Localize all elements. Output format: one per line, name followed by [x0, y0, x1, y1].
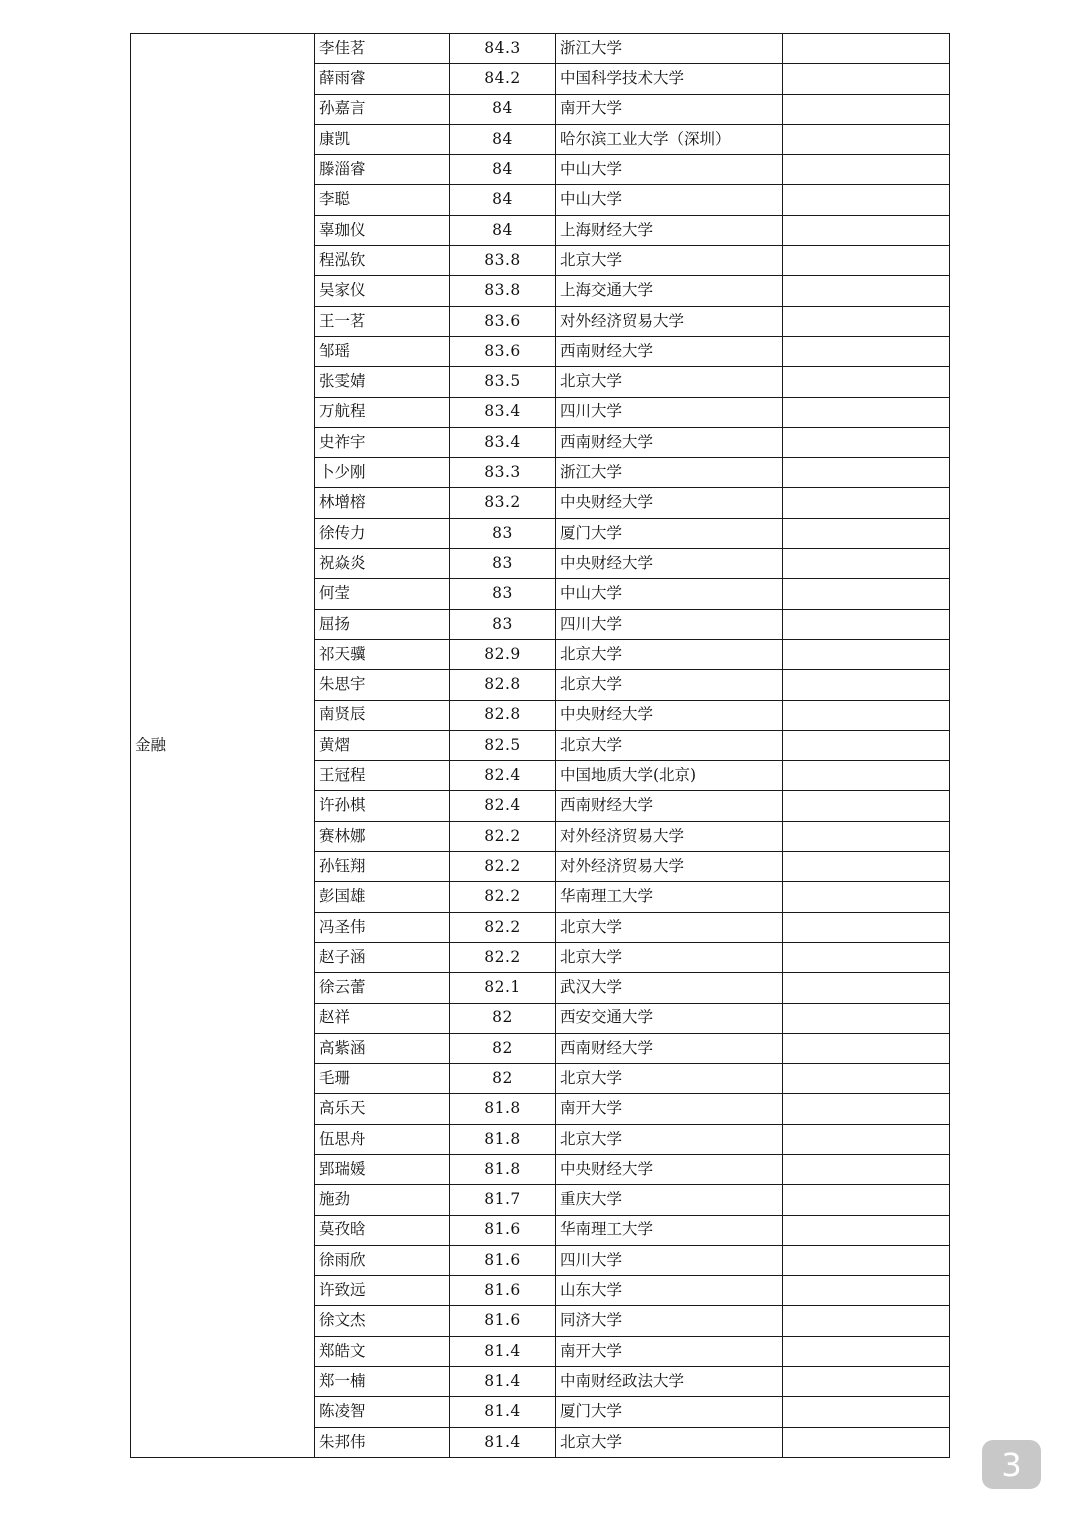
student-name-cell: 康凯: [315, 124, 450, 154]
score-cell: 83: [450, 609, 556, 639]
student-name-cell: 万航程: [315, 397, 450, 427]
note-cell: [783, 670, 950, 700]
note-cell: [783, 882, 950, 912]
university-cell: 北京大学: [556, 639, 783, 669]
university-cell: 中央财经大学: [556, 488, 783, 518]
university-cell: 中山大学: [556, 155, 783, 185]
university-cell: 哈尔滨工业大学（深圳）: [556, 124, 783, 154]
score-cell: 81.8: [450, 1154, 556, 1184]
student-name-cell: 吴家仪: [315, 276, 450, 306]
university-cell: 南开大学: [556, 1336, 783, 1366]
university-cell: 四川大学: [556, 397, 783, 427]
university-cell: 西南财经大学: [556, 427, 783, 457]
university-cell: 中国科学技术大学: [556, 64, 783, 94]
note-cell: [783, 1094, 950, 1124]
student-name-cell: 徐文杰: [315, 1306, 450, 1336]
score-cell: 83.2: [450, 488, 556, 518]
student-name-cell: 何莹: [315, 579, 450, 609]
score-cell: 82: [450, 1064, 556, 1094]
score-cell: 84: [450, 215, 556, 245]
note-cell: [783, 852, 950, 882]
university-cell: 中山大学: [556, 579, 783, 609]
university-cell: 上海财经大学: [556, 215, 783, 245]
score-cell: 83.4: [450, 397, 556, 427]
note-cell: [783, 34, 950, 64]
note-cell: [783, 1124, 950, 1154]
university-cell: 山东大学: [556, 1276, 783, 1306]
university-cell: 武汉大学: [556, 973, 783, 1003]
score-cell: 81.4: [450, 1397, 556, 1427]
student-name-cell: 朱邦伟: [315, 1427, 450, 1457]
university-cell: 中央财经大学: [556, 549, 783, 579]
student-name-cell: 滕淄睿: [315, 155, 450, 185]
score-cell: 81.6: [450, 1306, 556, 1336]
note-cell: [783, 458, 950, 488]
note-cell: [783, 1276, 950, 1306]
student-name-cell: 孙钰翔: [315, 852, 450, 882]
university-cell: 对外经济贸易大学: [556, 306, 783, 336]
student-name-cell: 毛珊: [315, 1064, 450, 1094]
university-cell: 北京大学: [556, 670, 783, 700]
student-name-cell: 赵子涵: [315, 942, 450, 972]
note-cell: [783, 639, 950, 669]
university-cell: 同济大学: [556, 1306, 783, 1336]
note-cell: [783, 1427, 950, 1457]
student-name-cell: 郢瑞媛: [315, 1154, 450, 1184]
student-name-cell: 李聪: [315, 185, 450, 215]
score-cell: 82.1: [450, 973, 556, 1003]
note-cell: [783, 397, 950, 427]
score-cell: 83.8: [450, 276, 556, 306]
university-cell: 浙江大学: [556, 458, 783, 488]
note-cell: [783, 549, 950, 579]
university-cell: 中央财经大学: [556, 700, 783, 730]
score-cell: 81.4: [450, 1367, 556, 1397]
table-row: [131, 34, 950, 64]
student-name-cell: 孙嘉言: [315, 94, 450, 124]
university-cell: 北京大学: [556, 1064, 783, 1094]
note-cell: [783, 1306, 950, 1336]
university-cell: 四川大学: [556, 609, 783, 639]
university-cell: 西南财经大学: [556, 336, 783, 366]
university-cell: 南开大学: [556, 94, 783, 124]
student-name-cell: 许致远: [315, 1276, 450, 1306]
score-cell: 83.8: [450, 246, 556, 276]
note-cell: [783, 1245, 950, 1275]
results-table-body: [131, 34, 950, 1458]
score-cell: 83.5: [450, 367, 556, 397]
university-cell: 上海交通大学: [556, 276, 783, 306]
university-cell: 厦门大学: [556, 518, 783, 548]
student-name-cell: 冯圣伟: [315, 912, 450, 942]
note-cell: [783, 185, 950, 215]
score-cell: 81.4: [450, 1336, 556, 1366]
student-name-cell: 辜珈仪: [315, 215, 450, 245]
score-cell: 82.2: [450, 942, 556, 972]
student-name-cell: 祝焱炎: [315, 549, 450, 579]
university-cell: 四川大学: [556, 1245, 783, 1275]
university-cell: 北京大学: [556, 912, 783, 942]
student-name-cell: 赵祥: [315, 1003, 450, 1033]
note-cell: [783, 973, 950, 1003]
student-name-cell: 莫孜晗: [315, 1215, 450, 1245]
note-cell: [783, 1367, 950, 1397]
note-cell: [783, 1185, 950, 1215]
score-cell: 82.2: [450, 852, 556, 882]
score-cell: 84: [450, 124, 556, 154]
university-cell: 华南理工大学: [556, 1215, 783, 1245]
university-cell: 北京大学: [556, 1427, 783, 1457]
university-cell: 对外经济贸易大学: [556, 821, 783, 851]
score-cell: 84: [450, 185, 556, 215]
note-cell: [783, 1003, 950, 1033]
score-cell: 83.3: [450, 458, 556, 488]
university-cell: 中南财经政法大学: [556, 1367, 783, 1397]
student-name-cell: 彭国雄: [315, 882, 450, 912]
note-cell: [783, 488, 950, 518]
student-name-cell: 伍思舟: [315, 1124, 450, 1154]
note-cell: [783, 579, 950, 609]
note-cell: [783, 942, 950, 972]
student-name-cell: 程泓钦: [315, 246, 450, 276]
university-cell: 西南财经大学: [556, 791, 783, 821]
note-cell: [783, 427, 950, 457]
score-cell: 82.2: [450, 912, 556, 942]
university-cell: 南开大学: [556, 1094, 783, 1124]
score-cell: 83: [450, 518, 556, 548]
score-cell: 84.2: [450, 64, 556, 94]
student-name-cell: 高紫涵: [315, 1033, 450, 1063]
note-cell: [783, 276, 950, 306]
note-cell: [783, 1336, 950, 1366]
student-name-cell: 徐雨欣: [315, 1245, 450, 1275]
score-cell: 82.2: [450, 882, 556, 912]
score-cell: 83.6: [450, 336, 556, 366]
university-cell: 华南理工大学: [556, 882, 783, 912]
note-cell: [783, 215, 950, 245]
student-name-cell: 许孙棋: [315, 791, 450, 821]
score-cell: 81.6: [450, 1245, 556, 1275]
student-name-cell: 陈凌智: [315, 1397, 450, 1427]
university-cell: 中山大学: [556, 185, 783, 215]
student-name-cell: 史祚宇: [315, 427, 450, 457]
university-cell: 西安交通大学: [556, 1003, 783, 1033]
score-cell: 81.4: [450, 1427, 556, 1457]
university-cell: 北京大学: [556, 942, 783, 972]
student-name-cell: 黄熠: [315, 730, 450, 760]
student-name-cell: 徐传力: [315, 518, 450, 548]
score-cell: 82.9: [450, 639, 556, 669]
student-name-cell: 郑皓文: [315, 1336, 450, 1366]
note-cell: [783, 367, 950, 397]
student-name-cell: 朱思宇: [315, 670, 450, 700]
note-cell: [783, 912, 950, 942]
page-number-badge: 3: [982, 1440, 1041, 1489]
university-cell: 北京大学: [556, 730, 783, 760]
score-cell: 82: [450, 1003, 556, 1033]
note-cell: [783, 518, 950, 548]
student-name-cell: 赛林娜: [315, 821, 450, 851]
university-cell: 西南财经大学: [556, 1033, 783, 1063]
note-cell: [783, 246, 950, 276]
score-cell: 81.6: [450, 1276, 556, 1306]
note-cell: [783, 1215, 950, 1245]
score-cell: 82: [450, 1033, 556, 1063]
score-cell: 82.4: [450, 761, 556, 791]
note-cell: [783, 1033, 950, 1063]
university-cell: 中央财经大学: [556, 1154, 783, 1184]
student-name-cell: 徐云蕾: [315, 973, 450, 1003]
note-cell: [783, 155, 950, 185]
student-name-cell: 祁天骥: [315, 639, 450, 669]
note-cell: [783, 1397, 950, 1427]
student-name-cell: 屈扬: [315, 609, 450, 639]
note-cell: [783, 64, 950, 94]
note-cell: [783, 761, 950, 791]
note-cell: [783, 1154, 950, 1184]
university-cell: 厦门大学: [556, 1397, 783, 1427]
note-cell: [783, 700, 950, 730]
student-name-cell: 林增榕: [315, 488, 450, 518]
note-cell: [783, 336, 950, 366]
note-cell: [783, 821, 950, 851]
note-cell: [783, 1064, 950, 1094]
results-table: [130, 33, 950, 1458]
note-cell: [783, 609, 950, 639]
score-cell: 81.7: [450, 1185, 556, 1215]
note-cell: [783, 730, 950, 760]
score-cell: 82.5: [450, 730, 556, 760]
student-name-cell: 郑一楠: [315, 1367, 450, 1397]
score-cell: 81.6: [450, 1215, 556, 1245]
university-cell: 中国地质大学(北京): [556, 761, 783, 791]
university-cell: 北京大学: [556, 246, 783, 276]
score-cell: 82.8: [450, 670, 556, 700]
score-cell: 83.4: [450, 427, 556, 457]
student-name-cell: 李佳茗: [315, 34, 450, 64]
student-name-cell: 王一茗: [315, 306, 450, 336]
university-cell: 北京大学: [556, 1124, 783, 1154]
score-cell: 84.3: [450, 34, 556, 64]
student-name-cell: 施劲: [315, 1185, 450, 1215]
note-cell: [783, 124, 950, 154]
score-cell: 82.8: [450, 700, 556, 730]
note-cell: [783, 791, 950, 821]
student-name-cell: 南贤辰: [315, 700, 450, 730]
major-cell: 金融: [131, 34, 315, 1458]
university-cell: 对外经济贸易大学: [556, 852, 783, 882]
score-cell: 83.6: [450, 306, 556, 336]
score-cell: 84: [450, 155, 556, 185]
score-cell: 84: [450, 94, 556, 124]
student-name-cell: 张雯婧: [315, 367, 450, 397]
score-cell: 82.2: [450, 821, 556, 851]
note-cell: [783, 306, 950, 336]
score-cell: 83: [450, 549, 556, 579]
student-name-cell: 卜少刚: [315, 458, 450, 488]
university-cell: 浙江大学: [556, 34, 783, 64]
student-name-cell: 邹瑶: [315, 336, 450, 366]
student-name-cell: 高乐天: [315, 1094, 450, 1124]
university-cell: 北京大学: [556, 367, 783, 397]
score-cell: 82.4: [450, 791, 556, 821]
student-name-cell: 薛雨睿: [315, 64, 450, 94]
score-cell: 83: [450, 579, 556, 609]
score-cell: 81.8: [450, 1094, 556, 1124]
university-cell: 重庆大学: [556, 1185, 783, 1215]
student-name-cell: 王冠程: [315, 761, 450, 791]
score-cell: 81.8: [450, 1124, 556, 1154]
note-cell: [783, 94, 950, 124]
